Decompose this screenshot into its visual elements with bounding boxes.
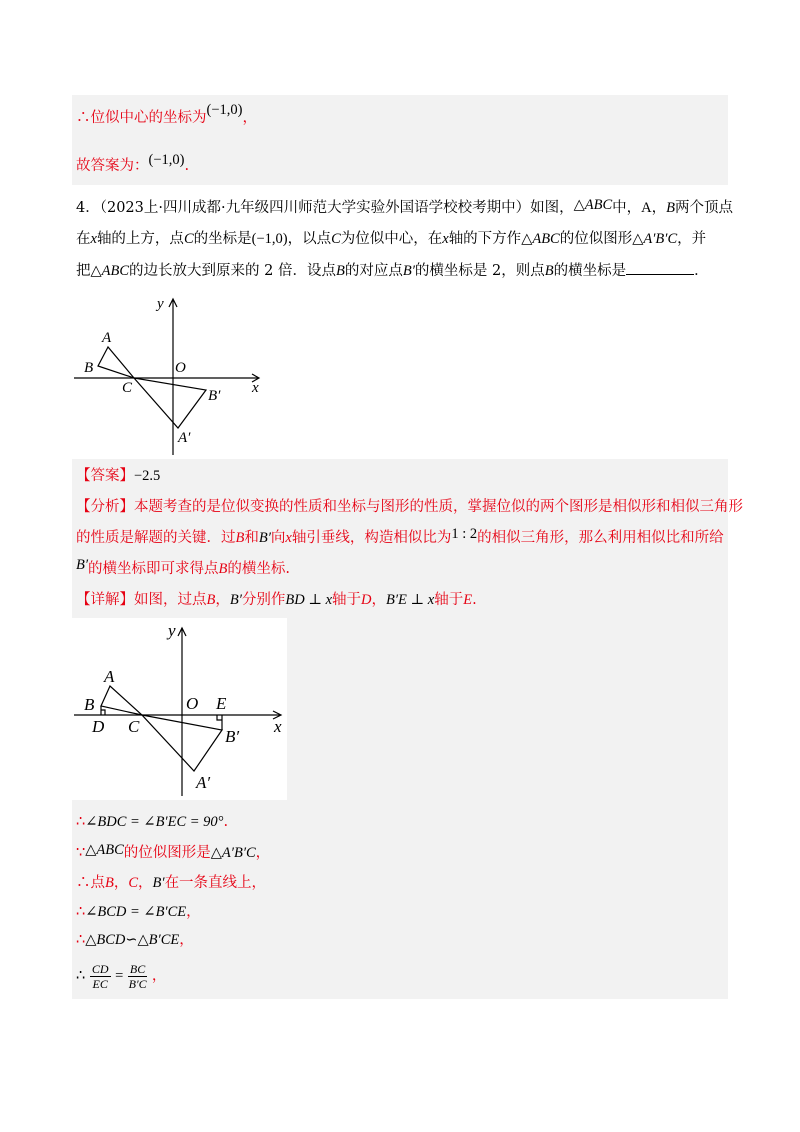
label-y: y (168, 621, 176, 640)
label-a-prime: A′ (178, 430, 191, 446)
step-6-ratio: ∴ $\frac{CD}{EC}$ = $\frac{BC}{B'C}$ ， (76, 961, 167, 991)
step-1: ∴∠BDC = ∠B′EC = 90°. (76, 814, 229, 830)
figure-2-coordinate-diagram (72, 618, 287, 800)
analysis-line-1: 【分析】本题考查的是位似变换的性质和坐标与图形的性质，掌握位似的两个图形是相似形和相似三角形 (76, 499, 743, 515)
question-line-3: 把△ABC的边长放大到原来的 2 倍．设点B的对应点B′的横坐标是 2，则点B的横坐标是 ． (76, 260, 709, 281)
analysis-line-3: B′的横坐标即可求得点B的横坐标. (76, 557, 290, 577)
label-o: O (186, 694, 199, 713)
label-e: E (216, 694, 227, 713)
coordinate-value: (−1,0) (148, 152, 185, 168)
label-a: A (102, 330, 112, 346)
center-coordinate-line: ∴位似中心的坐标为(−1,0)， (76, 102, 257, 126)
step-5: ∴△BCD∽△B′CE， (76, 932, 194, 948)
triangle-abc (101, 686, 142, 715)
right-angle-e (217, 715, 222, 720)
label-y: y (157, 296, 164, 312)
detail-line: 【详解】如图，过点B，B′分别作BD ⊥ x轴于D，B′E ⊥ x轴于E. (76, 592, 477, 608)
step-2: ∵△ABC的位似图形是△A′B′C， (76, 842, 271, 861)
label-o: O (175, 360, 186, 376)
figure-1-coordinate-diagram (72, 292, 272, 458)
question-line-1: 4．（2023上·四川成都·九年级四川师范大学实验外国语学校校考期中）如图，△ABC中，A，B两个顶点 (76, 197, 733, 216)
fraction-bc-bpc: $\frac{BC}{B'C}$ (128, 961, 147, 991)
question-line-2: 在x轴的上方，点C的坐标是(−1,0)，以点C为位似中心，在x轴的下方作△ABC的位似图形△A′B′C，并 (76, 231, 707, 247)
triangle-apbpc (134, 378, 206, 428)
label-a-prime: A′ (196, 773, 211, 792)
label-c: C (128, 717, 140, 736)
label-b: B (84, 360, 94, 376)
label-x: x (252, 380, 259, 396)
answer-line: 【答案】−2.5 (76, 468, 161, 484)
fraction-cd-ec: $\frac{CD}{EC}$ (91, 961, 109, 991)
label-c: C (122, 380, 133, 396)
label-d: D (92, 717, 105, 736)
step-4: ∴∠BCD = ∠B′CE， (76, 904, 201, 920)
label-b: B (84, 695, 95, 714)
coordinate-value: (−1,0) (206, 102, 243, 118)
label-x: x (274, 717, 282, 736)
answer-blank (626, 260, 694, 275)
label-b-prime: B′ (208, 388, 221, 404)
analysis-line-2: 的性质是解题的关键．过B和B′向x轴引垂线，构造相似比为1 : 2的相似三角形，那么利用相似比和所给 (76, 526, 724, 546)
label-a: A (104, 667, 115, 686)
triangle-abc (98, 347, 134, 378)
step-3: ∴点B，C，B′在一条直线上， (76, 875, 267, 891)
label-b-prime: B′ (225, 727, 240, 746)
answer-line-top: 故答案为：(−1,0). (76, 152, 190, 174)
